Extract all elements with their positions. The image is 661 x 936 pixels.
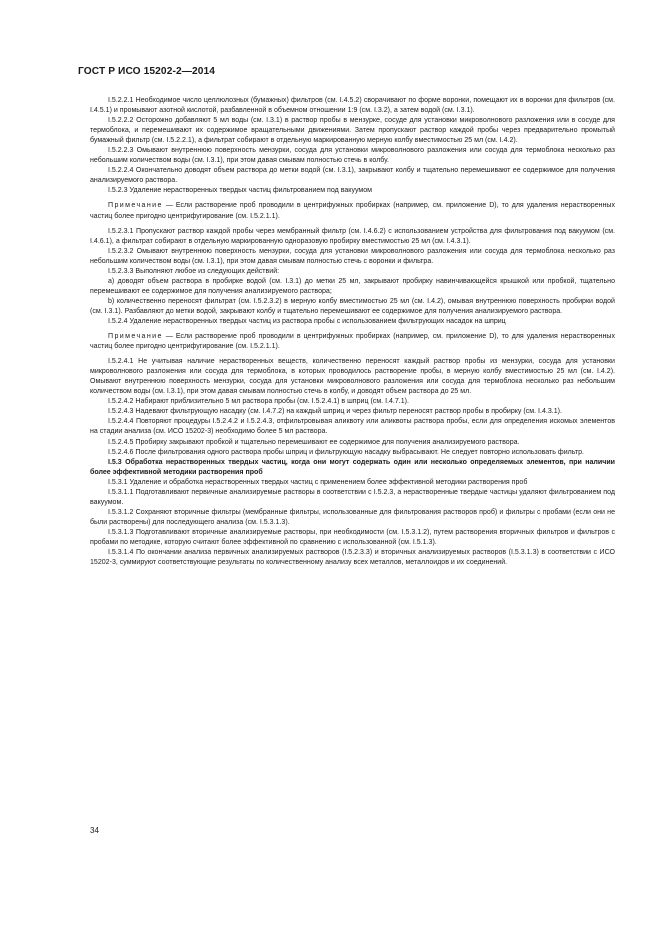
list-item: a) доводят объем раствора в пробирке водой (см. I.3.1) до метки 25 мл, закрывают пробирку навинчивающейся крышкой или пробкой, тщательно перемешивают ее содержимое для получения анализируемого раствора;: [90, 277, 615, 295]
subsection-heading: I.5.2.3 Удаление нерастворенных твердых частиц фильтрованием под вакуумом: [108, 187, 373, 195]
paragraph: I.5.2.3.1 Пропускают раствор каждой пробы через мембранный фильтр (см. I.4.6.2) с использованием устройства для фильтрования под вакуумом (см. I.4.6.1), а фильтрат собирают в отдельную маркированную одноразовую пробирку вместимостью 25 мл (см. I.4.3.1).: [90, 227, 615, 245]
paragraph: I.5.3.1.1 Подготавливают первичные анализируемые растворы в соответствии с I.5.2.3, а нерастворенные твердые частицы удаляют фильтрованием под вакуумом.: [90, 488, 615, 506]
paragraph: I.5.2.2.1 Необходимое число целлюлозных (бумажных) фильтров (см. I.4.5.2) сворачивают по форме воронки, помещают их в воронки для фильтров (см. I.4.5.1) и промывают азотной кислотой, разбавленной в объемном отношении 1:9 (см. I.3.2), а затем водой (см. I.3.1).: [90, 97, 615, 115]
note: [90, 332, 615, 352]
paragraph: I.5.3.1.3 Подготавливают вторичные анализируемые растворы, при необходимости (см. I.5.3.1.2), путем растворения вторичных фильтров и фильтров с пробами по методике, которую считают более эффективной по сравнению с использованной (см. I.5.1.3).: [90, 528, 615, 546]
list-item: b) количественно переносят фильтрат (см. I.5.2.3.2) в мерную колбу вместимостью 25 мл (см. I.4.2), омывая внутреннюю поверхность пробирки водой (см. I.3.1). Разбавляют до метки водой, закрывают колбу и тщательно перемешивают ее содержимое для получения анализируемого раствора.: [90, 297, 615, 315]
paragraph: I.5.3.1.4 По окончании анализа первичных анализируемых растворов (I.5.2.3.3) и вторичных анализируемых растворов (I.5.3.1.3) в соответствии с ИСО 15202-3, суммируют соответствующие результаты по количественному анализу всех металлов, металлоидов и их соединений.: [90, 549, 615, 567]
paragraph: I.5.2.2.4 Окончательно доводят объем раствора до метки водой (см. I.3.1), закрывают колбу и тщательно перемешивают ее содержимое для получения анализируемого раствора.: [90, 167, 615, 185]
note: [90, 201, 615, 221]
page-header: ГОСТ Р ИСО 15202-2—2014: [78, 66, 216, 77]
paragraph: I.5.2.4.4 Повторяют процедуры I.5.2.4.2 и I.5.2.4.3, отфильтровывая аликвоту или аликвоты раствора пробы, если для определения искомых элементов на стадии анализа (см. ИСО 15202-3) необходимо более 5 мл раствора.: [90, 418, 615, 436]
note-text: — Если растворение проб проводили в центрифужных пробирках (например, см. приложение D), то для удаления нерастворенных частиц более пригодно центрифугирование (см. I.5.2.1.1).: [90, 202, 615, 220]
paragraph: I.5.2.3.2 Омывают внутреннюю поверхность мензурки, сосуда для установки микроволнового разложения или сосуда для термоблока несколько раз небольшим количеством воды (см. I.3.1), при этом давая смывам полностью стечь с воронки и фильтра.: [90, 247, 615, 265]
paragraph: I.5.3.1 Удаление и обработка нерастворенных твердых частиц с применением более эффективной методики растворения проб: [108, 478, 528, 486]
paragraph: I.5.2.4.6 После фильтрования одного раствора пробы шприц и фильтрующую насадку выбрасывают. Не следует повторно использовать фильтр.: [108, 448, 584, 456]
paragraph: I.5.2.2.2 Осторожно добавляют 5 мл воды (см. I.3.1) в раствор пробы в мензурке, сосуде для установки микроволнового разложения или в сосуде для термоблока, и перемешивают их содержимое вращательными движениями. Затем пропускают раствор каждой пробы через предварительно промытый бумажный фильтр (см. I.5.2.2.1), а фильтрат собирают в отдельную маркированную мерную колбу вместимостью 25 мл (см. I.4.2).: [90, 117, 615, 145]
document-body: [90, 96, 615, 568]
paragraph: I.5.2.4.1 Не учитывая наличие нерастворенных веществ, количественно переносят каждый раствор пробы из мензурки, сосуда для установки микроволнового разложения или сосуда для термоблока, в которых проводилось растворение пробы, в мерную колбу вместимостью 25 мл (см. I.4.2). Омывают внутреннюю поверхность мензурки, сосуда для установки микроволнового разложения или сосуда для термоблока несколько раз небольшим количеством воды (см. I.3.1), при этом давая смывам полностью стечь в колбу, и доводят объем раствора до 25 мл.: [90, 358, 615, 396]
paragraph: I.5.2.4.5 Пробирку закрывают пробкой и тщательно перемешивают ее содержимое для получения анализируемого раствора.: [108, 438, 520, 446]
paragraph: I.5.2.4.2 Набирают приблизительно 5 мл раствора пробы (см. I.5.2.4.1) в шприц (см. I.4.7.1).: [108, 398, 409, 406]
paragraph: I.5.2.2.3 Омывают внутреннюю поверхность мензурки, сосуда для установки микроволнового разложения или сосуда для термоблока несколько раз небольшим количеством воды (см. I.3.1), при этом давая смывам полностью стечь в колбу.: [90, 147, 615, 165]
note-text: — Если растворение проб проводили в центрифужных пробирках (например, см. приложение D), то для удаления нерастворенных частиц более пригодно центрифугирование (см. I.5.2.1.1).: [90, 333, 615, 351]
note-label: Примечание: [108, 333, 163, 341]
page-number: 34: [90, 826, 99, 835]
paragraph: I.5.3.1.2 Сохраняют вторичные фильтры (мембранные фильтры, использованные для фильтрования растворов проб) и фильтры с пробами (если они не были растворены) для последующего анализа (см. I.5.3.1.3).: [90, 508, 615, 526]
note-label: Примечание: [108, 202, 163, 210]
paragraph: I.5.2.3.3 Выполняют любое из следующих действий:: [108, 267, 280, 275]
paragraph: I.5.2.4.3 Надевают фильтрующую насадку (см. I.4.7.2) на каждый шприц и через фильтр переносят раствор пробы в пробирку (см. I.4.3.1).: [108, 408, 562, 416]
section-heading: I.5.3 Обработка нерастворенных твердых частиц, когда они могут содержать один или несколько определяемых элементов, при наличии более эффективной методики растворения проб: [90, 458, 615, 476]
subsection-heading: I.5.2.4 Удаление нерастворенных твердых частиц из раствора пробы с использованием фильтрующих насадок на шприц: [108, 317, 506, 325]
